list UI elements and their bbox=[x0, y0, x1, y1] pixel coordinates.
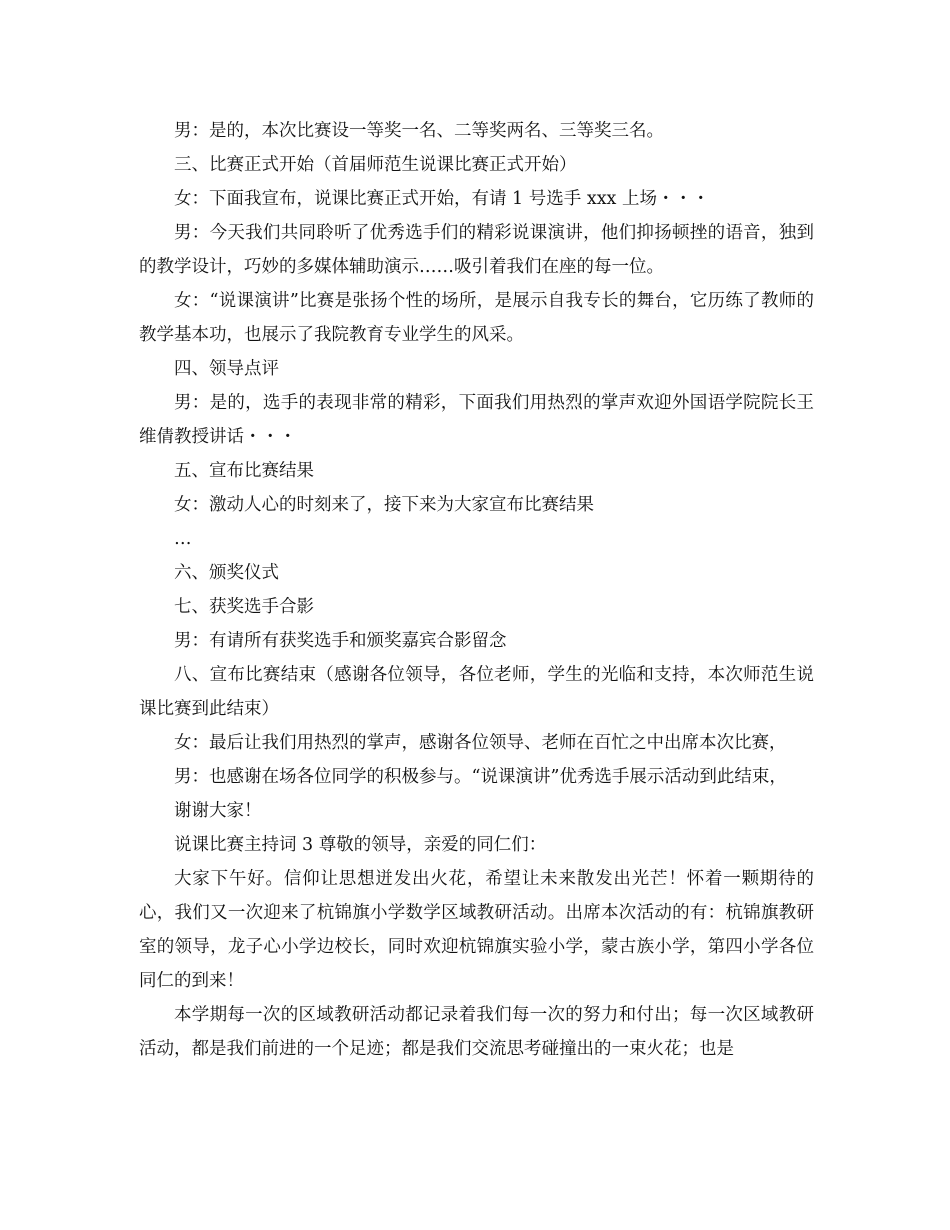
section-heading-3: 三、比赛正式开始（首届师范生说课比赛正式开始） bbox=[174, 155, 577, 175]
section-heading-7: 七、获奖选手合影 bbox=[174, 597, 314, 617]
paragraph-19: 大家下午好。信仰让思想迸发出火花，希望让未来散发出光芒！怀着一颗期待的心，我们又一次迎来了杭锦旗小学数学区域教研活动。出席本次活动的有：杭锦旗教研室的领导，龙子心小学边校长，同时欢迎杭锦旗实验小学，蒙古族小学，第四小学各位同仁的到来！ bbox=[139, 869, 814, 991]
paragraph-20: 本学期每一次的区域教研活动都记录着我们每一次的努力和付出；每一次区域教研活动，都是我们前进的一个足迹；都是我们交流思考碰撞出的一束火花；也是 bbox=[139, 1005, 814, 1059]
section-heading-6: 六、颁奖仪式 bbox=[174, 563, 279, 583]
section-heading-8: 八、宣布比赛结束（感谢各位领导，各位老师，学生的光临和支持，本次师范生说课比赛到此结束） bbox=[139, 665, 814, 719]
speech-title: 说课比赛主持词 3 尊敬的领导，亲爱的同仁们： bbox=[174, 835, 547, 855]
paragraph-7: 男：是的，选手的表现非常的精彩，下面我们用热烈的掌声欢迎外国语学院院长王维倩教授讲话・・・ bbox=[139, 393, 814, 447]
paragraph-9: 女：激动人心的时刻来了，接下来为大家宣布比赛结果 bbox=[174, 495, 594, 515]
paragraph-16: 男：也感谢在场各位同学的积极参与。“说课演讲”优秀选手展示活动到此结束， bbox=[174, 767, 787, 787]
section-heading-4: 四、领导点评 bbox=[174, 359, 279, 379]
ellipsis-line: … bbox=[174, 529, 192, 549]
paragraph-15: 女：最后让我们用热烈的掌声，感谢各位领导、老师在百忙之中出席本次比赛， bbox=[174, 733, 787, 753]
paragraph-13: 男：有请所有获奖选手和颁奖嘉宾合影留念 bbox=[174, 631, 507, 651]
paragraph-17: 谢谢大家！ bbox=[174, 801, 262, 821]
paragraph-1: 男：是的，本次比赛设一等奖一名、二等奖两名、三等奖三名。 bbox=[174, 121, 664, 141]
document-body bbox=[139, 114, 814, 1066]
paragraph-5: 女：“说课演讲”比赛是张扬个性的场所，是展示自我专长的舞台，它历练了教师的教学基本功，也展示了我院教育专业学生的风采。 bbox=[139, 291, 814, 345]
section-heading-5: 五、宣布比赛结果 bbox=[174, 461, 314, 481]
paragraph-4: 男：今天我们共同聆听了优秀选手们的精彩说课演讲，他们抑扬顿挫的语音，独到的教学设计，巧妙的多媒体辅助演示……吸引着我们在座的每一位。 bbox=[139, 223, 814, 277]
paragraph-3: 女：下面我宣布，说课比赛正式开始，有请 1 号选手 xxx 上场・・・ bbox=[174, 189, 710, 209]
